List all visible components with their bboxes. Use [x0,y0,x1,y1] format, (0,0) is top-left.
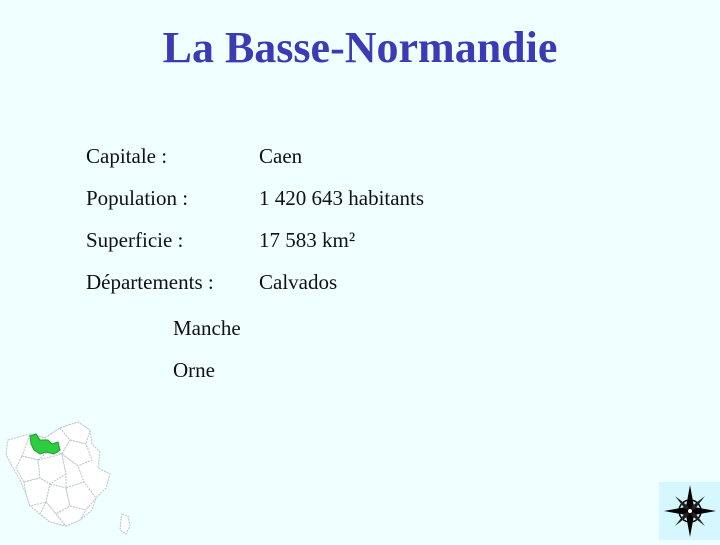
capital-value: Caen [259,144,303,168]
area-label: Superficie : [86,228,184,252]
compass-panel [659,482,720,540]
department-item: Orne [173,358,215,382]
departments-label: Départements : [86,270,214,294]
slide-title: La Basse-Normandie [162,23,558,72]
capital-label: Capitale : [86,144,168,168]
population-label: Population : [86,186,189,210]
department-item: Manche [173,316,241,340]
compass-rose-icon [659,482,720,540]
department-item: Calvados [259,270,338,294]
area-value: 17 583 km² [259,228,356,252]
france-map-icon [0,410,145,540]
population-value: 1 420 643 habitants [259,186,425,210]
